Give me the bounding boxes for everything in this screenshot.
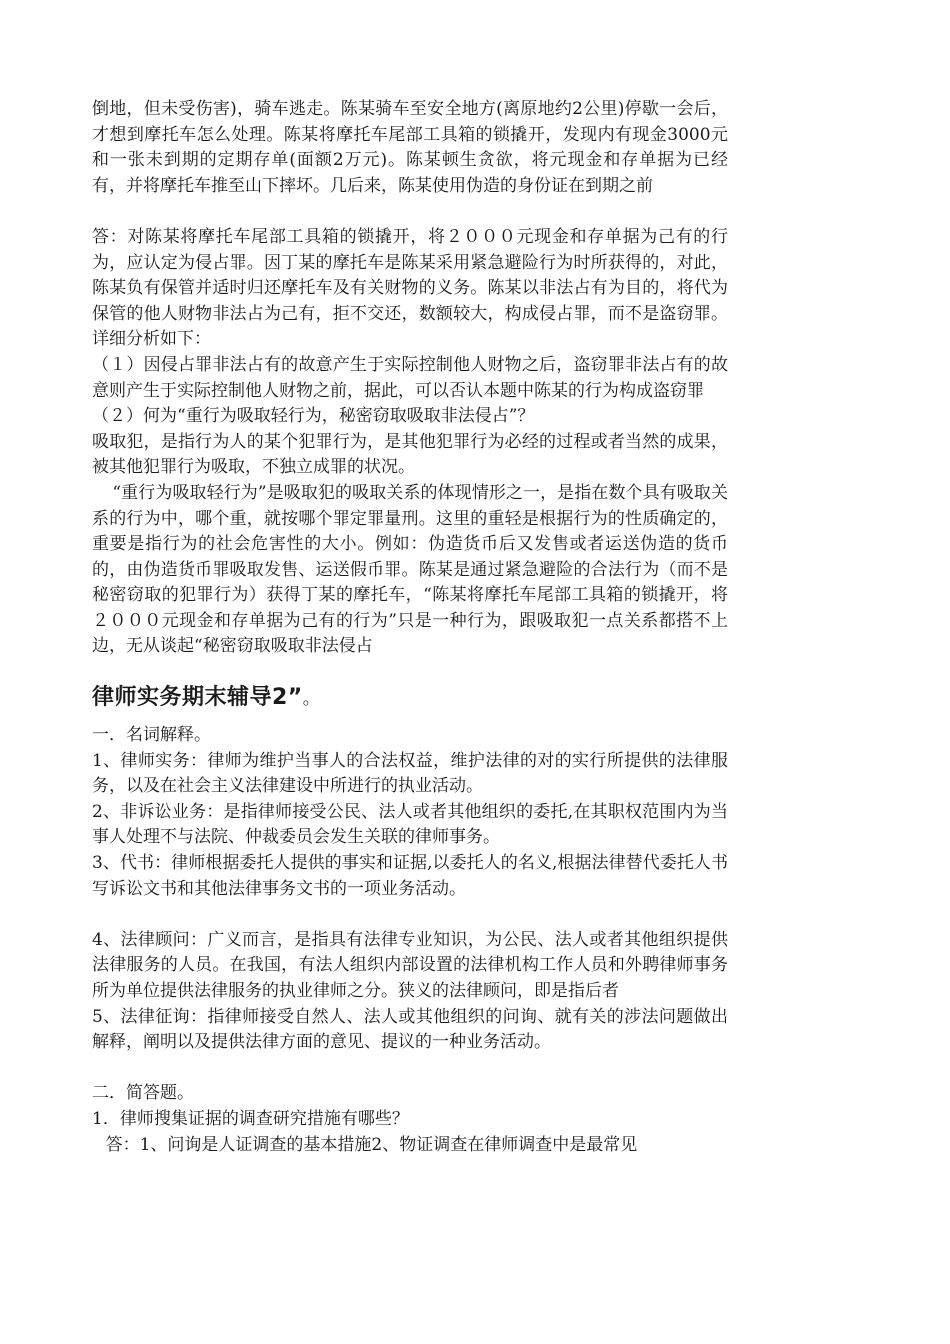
question-1: 1．律师搜集证据的调查研究措施有哪些？ [92,1108,409,1129]
explanation-paragraph: “重行为吸取轻行为”是吸取犯的吸取关系的体现情形之一，是指在数个具有吸取关系的行为中，哪个重，就按哪个罪定罪量刑。这里的重轻是根据行为的性质确定的，重要是指行为的社会危害性的大小。例如：伪造货币后又发售或者运送伪造的货币的，由伪造货币罪吸取发售、运送假币罪。陈某是通过紧急避险的合法行为（而不是秘密窃取的犯罪行为）获得丁某的摩托车，“陈某将摩托车尾部工具箱的锁撬开，将２０００元现金和存单据为己有的行为”只是一种行为，跟吸取犯一点关系都搭不上边，无从谈起“秘密窃取吸取非法侵占 [92,482,728,657]
term-ghostwriting: 3、代书：律师根据委托人提供的事实和证据,以委托人的名义,根据法律替代委托人书写诉讼文书和其他法律事务文书的一项业务活动。 [92,853,728,899]
answer-1: 答：1、问询是人证调查的基本措施2、物证调查在律师调查中是最常见 [105,1134,638,1155]
analysis-point-2: （２）何为“重行为吸取轻行为，秘密窃取吸取非法侵占”？ [92,406,535,427]
part-two-title: 二．简答题。 [92,1083,194,1104]
term-non-litigation: 2、非诉讼业务：是指律师接受公民、法人或者其他组织的委托,在其职权范围内为当事人处理不与法院、仲裁委员会发生关联的律师事务。 [92,801,728,848]
term-legal-consultation: 5、法律征询：指律师接受自然人、法人或其他组织的问询、就有关的涉法问题做出解释，阐明以及提供法律方面的意见、提议的一种业务活动。 [92,1006,728,1053]
term-lawyer-practice: 1、律师实务：律师为维护当事人的合法权益，维护法律的对的实行所提供的法律服务，以及在社会主义法律建设中所进行的执业活动。 [92,750,728,797]
part-one-title: 一．名词解释。 [92,725,211,746]
case-paragraph: 倒地，但未受伤害)，骑车逃走。陈某骑车至安全地方(离原地约2公里)停歇一会后，才想到摩托车怎么处理。陈某将摩托车尾部工具箱的锁撬开，发现内有现金3000元和一张未到期的定期存单(面额2万元)。陈某顿生贪欲，将元现金和存单据为已经有，并将摩托车推至山下摔坏。几后来，陈某使用伪造的身份证在到期之前 [92,99,728,196]
document-body [92,97,728,1158]
blank-line [92,902,728,928]
definition-paragraph: 吸取犯，是指行为人的某个犯罪行为，是其他犯罪行为必经的过程或者当然的成果，被其他犯罪行为吸取，不独立成罪的状况。 [92,431,728,478]
section-heading-text: 律师实务期末辅导2” [92,685,303,711]
term-legal-advisor: 4、法律顾问：广义而言，是指具有法律专业知识，为公民、法人或者其他组织提供法律服务的人员。在我国，有法人组织内部设置的法律机构工作人员和外聘律师事务所为单位提供法律服务的执业律师之分。狭义的法律顾问，即是指后者 [92,929,728,1001]
section-heading-suffix: 。 [302,689,321,710]
blank-line [92,199,728,225]
section-heading [92,678,728,719]
analysis-point-1: （１）因侵占罪非法占有的故意产生于实际控制他人财物之后，盗窃罪非法占有的故意则产生于实际控制他人财物之前，据此，可以否认本题中陈某的行为构成盗窃罪 [92,354,728,401]
answer-paragraph: 答：对陈某将摩托车尾部工具箱的锁撬开，将２０００元现金和存单据为己有的行为，应认定为侵占罪。因丁某的摩托车是陈某采用紧急避险行为时所获得的，对此，陈某负有保管并适时归还摩托车及有关财物的义务。陈某以非法占有为目的，将代为保管的他人财物非法占为己有，拒不交还，数额较大，构成侵占罪，而不是盗窃罪。详细分析如下： [92,226,728,350]
blank-line [92,1056,728,1082]
